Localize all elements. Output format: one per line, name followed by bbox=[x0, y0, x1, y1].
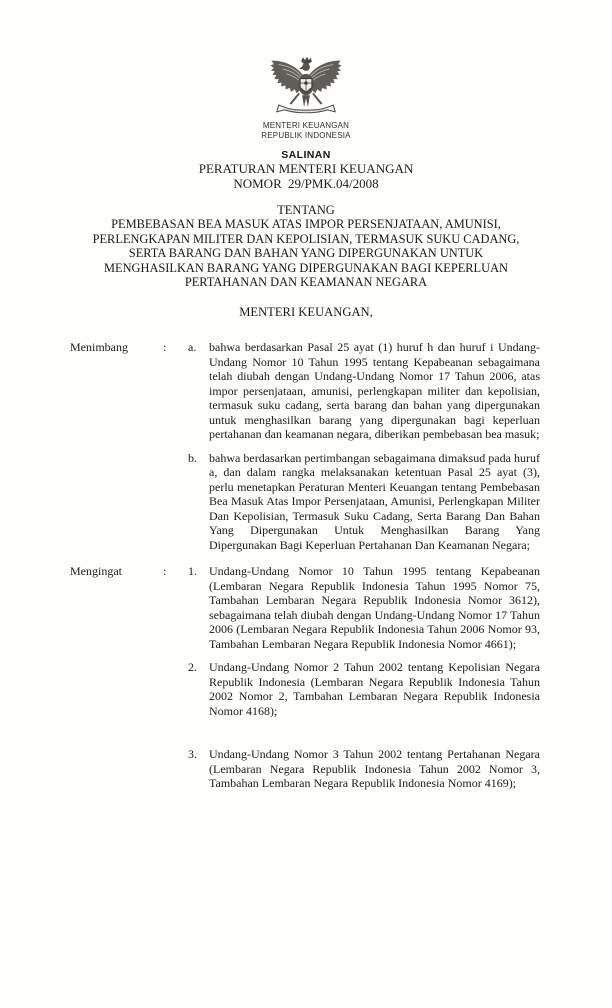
subject-block bbox=[36, 203, 576, 289]
regulation-number: NOMOR 29/PMK.04/2008 bbox=[233, 175, 379, 191]
menimbang-item-a-text: bahwa berdasarkan Pasal 25 ayat (1) huruf h dan huruf i Undang-Undang Nomor 10 Tahun 1995 tentang Kepabeanan sebagaimana telah diubah dengan Undang-Undang Nomor 17 Tahun 2006, atas impor persenjataan, amunisi, perlengkapan militer dan kepolisian, termasuk suku cadang, serta barang dan bahan yang dipergunakan untuk menghasilkan barang yang dipergunakan bagi keperluan pertahanan dan keamanan negara, diberikan pembebasan bea masuk; bbox=[209, 340, 540, 441]
copy-stamp: SALINAN bbox=[281, 149, 331, 161]
ministry-name: MENTERI KEUANGAN bbox=[262, 121, 350, 130]
republic-name: REPUBLIK INDONESIA bbox=[261, 130, 351, 140]
mengingat-item-2 bbox=[70, 660, 540, 718]
mengingat-colon: : bbox=[163, 564, 167, 578]
menimbang-item-b bbox=[70, 451, 540, 553]
letterhead bbox=[0, 54, 612, 191]
considerations bbox=[70, 340, 540, 791]
mengingat-item-3-text: Undang-Undang Nomor 3 Tahun 2002 tentang Pertahanan Negara (Lembaran Negara Republik Indonesia Tahun 2002 Nomor 3, Tambahan Lembaran Negara Republik Indonesia Nomor 4169); bbox=[209, 747, 540, 790]
menimbang-item-a bbox=[70, 340, 540, 442]
menimbang-item-b-marker: b. bbox=[188, 450, 197, 465]
tentang-heading: TENTANG bbox=[277, 203, 335, 217]
mengingat-item-1 bbox=[70, 564, 540, 651]
subject-title-line-5: PERTAHANAN DAN KEAMANAN NEGARA bbox=[184, 275, 428, 290]
mengingat-item-1-marker: 1. bbox=[188, 564, 197, 578]
subject-title-line-3: SERTA BARANG DAN BAHAN YANG DIPERGUNAKAN UNTUK bbox=[128, 246, 484, 261]
mengingat-item-2-text: Undang-Undang Nomor 2 Tahun 2002 tentang Kepolisian Negara Republik Indonesia (Lembaran Negara Republik Indonesia Tahun 2002 Nomor 2, Tambahan Lembaran Negara Republik Indonesia Nomor 4168); bbox=[209, 660, 540, 718]
subject-title-line-2: PERLENGKAPAN MILITER DAN KEPOLISIAN, TERMASUK SUKU CADANG, bbox=[92, 231, 520, 246]
menimbang-colon: : bbox=[163, 340, 167, 354]
mengingat-label: Mengingat bbox=[70, 564, 122, 578]
subject-title-line-4: MENGHASILKAN BARANG YANG DIPERGUNAKAN BAGI KEPERLUAN bbox=[104, 260, 508, 275]
menimbang-item-a-marker: a. bbox=[188, 340, 197, 354]
garuda-emblem-icon bbox=[267, 54, 345, 118]
mengingat-item-3 bbox=[70, 747, 540, 791]
menimbang-label: Menimbang bbox=[70, 340, 128, 354]
subject-title-line-1: PEMBEBASAN BEA MASUK ATAS IMPOR PERSENJATAAN, AMUNISI, bbox=[111, 217, 501, 232]
issuer-heading: MENTERI KEUANGAN, bbox=[239, 305, 373, 319]
regulation-type: PERATURAN MENTERI KEUANGAN bbox=[198, 161, 414, 176]
mengingat-item-2-marker: 2. bbox=[188, 660, 197, 674]
mengingat-item-3-marker: 3. bbox=[188, 747, 197, 761]
mengingat-item-1-text: Undang-Undang Nomor 10 Tahun 1995 tentang Kepabeanan (Lembaran Negara Republik Indonesia Tahun 1995 Nomor 75, Tambahan Lembaran Negara Republik Indonesia Nomor 3612), sebagaimana telah diubah dengan Undang-Undang Nomor 17 Tahun 2006 (Lembaran Negara Republik Indonesia Tahun 2006 Nomor 93, Tambahan Lembaran Negara Republik Indonesia Nomor 4661); bbox=[209, 564, 540, 651]
menimbang-item-b-text: bahwa berdasarkan pertimbangan sebagaimana dimaksud pada huruf a, dan dalam rangka melaksanakan ketentuan Pasal 25 ayat (3), perlu menetapkan Peraturan Menteri Keuangan tentang Pembebasan Bea Masuk Atas Impor Persenjataan, Amunisi, Perlengkapan Militer Dan Kepolisian, Termasuk Suku Cadang, Serta Barang Dan Bahan Yang Dipergunakan Untuk Menghasilkan Barang Yang Dipergunakan Bagi Keperluan Pertahanan Dan Keamanan Negara; bbox=[209, 450, 540, 552]
